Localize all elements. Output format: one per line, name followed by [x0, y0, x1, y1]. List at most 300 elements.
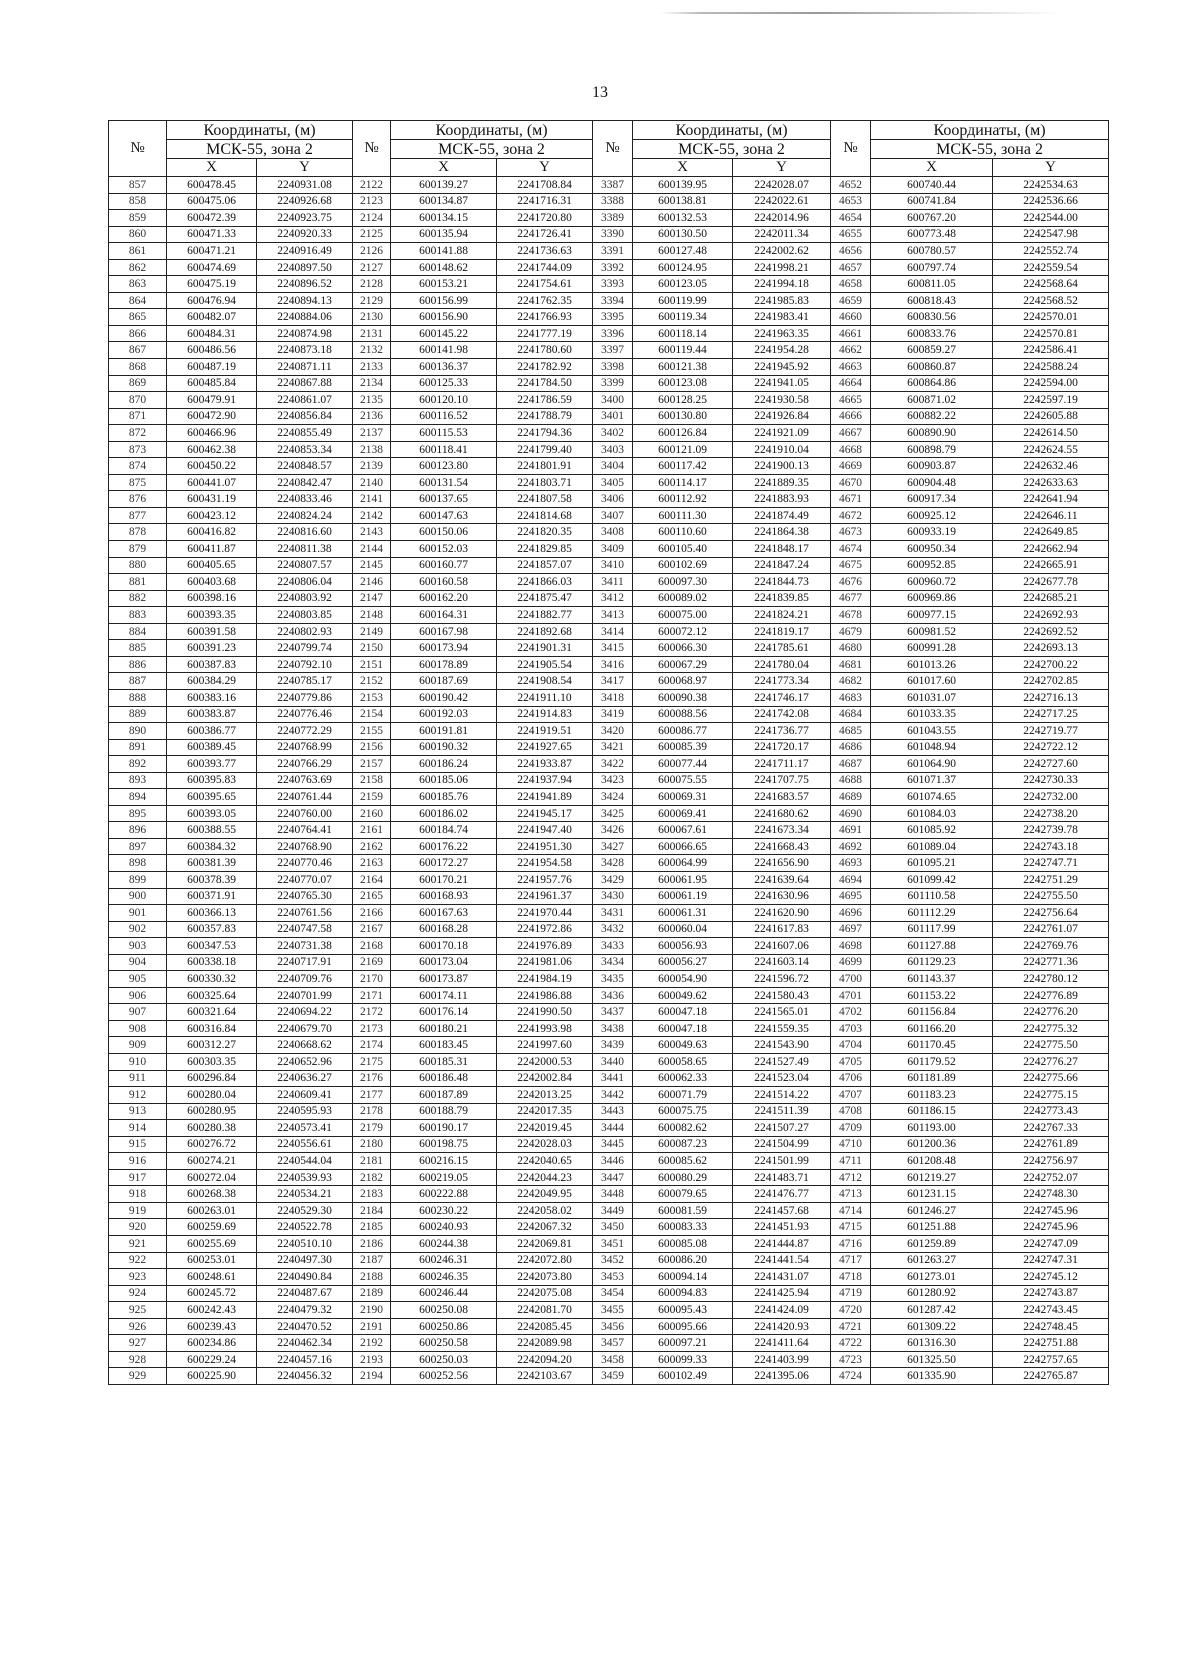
y-coordinate-cell: 2240747.58 — [257, 921, 353, 938]
x-coordinate-cell: 600060.04 — [633, 921, 733, 938]
point-number-cell: 4687 — [831, 756, 871, 773]
y-coordinate-cell: 2241403.99 — [733, 1351, 831, 1368]
point-number-cell: 3408 — [593, 524, 633, 541]
point-number-cell: 896 — [109, 822, 167, 839]
point-number-cell: 3429 — [593, 871, 633, 888]
point-number-cell: 863 — [109, 276, 167, 293]
y-coordinate-cell: 2242049.95 — [497, 1186, 593, 1203]
x-coordinate-cell: 600049.62 — [633, 987, 733, 1004]
y-coordinate-cell: 2241630.96 — [733, 888, 831, 905]
x-coordinate-cell: 600167.98 — [391, 623, 497, 640]
point-number-cell: 901 — [109, 905, 167, 922]
point-number-cell: 4653 — [831, 193, 871, 210]
x-coordinate-cell: 600066.65 — [633, 838, 733, 855]
point-number-cell: 3395 — [593, 309, 633, 326]
y-coordinate-cell: 2242614.50 — [993, 425, 1109, 442]
point-number-cell: 2130 — [353, 309, 391, 326]
y-coordinate-cell: 2240539.93 — [257, 1169, 353, 1186]
x-coordinate-cell: 600487.19 — [167, 359, 257, 376]
y-coordinate-cell: 2241889.35 — [733, 474, 831, 491]
point-number-cell: 913 — [109, 1103, 167, 1120]
table-row — [109, 1302, 1109, 1319]
x-coordinate-cell: 601074.65 — [871, 789, 993, 806]
point-number-cell: 2142 — [353, 507, 391, 524]
point-number-cell: 4656 — [831, 243, 871, 260]
point-number-cell: 920 — [109, 1219, 167, 1236]
table-row — [109, 888, 1109, 905]
point-number-cell: 2122 — [353, 177, 391, 194]
x-coordinate-cell: 600125.33 — [391, 375, 497, 392]
point-number-cell: 889 — [109, 706, 167, 723]
point-number-cell: 2150 — [353, 640, 391, 657]
point-number-cell: 2166 — [353, 905, 391, 922]
page-number: 13 — [592, 84, 608, 101]
table-row — [109, 243, 1109, 260]
y-coordinate-cell: 2241994.18 — [733, 276, 831, 293]
x-coordinate-cell: 600139.27 — [391, 177, 497, 194]
x-coordinate-cell: 600132.53 — [633, 210, 733, 227]
point-number-cell: 910 — [109, 1053, 167, 1070]
x-coordinate-cell: 600274.21 — [167, 1153, 257, 1170]
x-coordinate-cell: 600138.81 — [633, 193, 733, 210]
x-coordinate-cell: 600246.31 — [391, 1252, 497, 1269]
x-coordinate-cell: 600187.89 — [391, 1087, 497, 1104]
point-number-cell: 929 — [109, 1368, 167, 1385]
y-coordinate-cell: 2242717.25 — [993, 706, 1109, 723]
y-coordinate-cell: 2240772.29 — [257, 723, 353, 740]
point-number-cell: 4654 — [831, 210, 871, 227]
col-number-header: № — [353, 121, 391, 177]
y-coordinate-cell: 2242085.45 — [497, 1318, 593, 1335]
x-coordinate-cell: 600960.72 — [871, 574, 993, 591]
table-row — [109, 177, 1109, 194]
x-coordinate-cell: 600170.18 — [391, 938, 497, 955]
point-number-cell: 4667 — [831, 425, 871, 442]
x-coordinate-cell: 601219.27 — [871, 1169, 993, 1186]
x-coordinate-cell: 600188.79 — [391, 1103, 497, 1120]
y-coordinate-cell: 2241997.60 — [497, 1037, 593, 1054]
x-coordinate-cell: 600969.86 — [871, 590, 993, 607]
y-coordinate-cell: 2242069.81 — [497, 1236, 593, 1253]
x-coordinate-cell: 600139.95 — [633, 177, 733, 194]
x-coordinate-cell: 601316.30 — [871, 1335, 993, 1352]
y-coordinate-cell: 2242765.87 — [993, 1368, 1109, 1385]
x-coordinate-cell: 600325.64 — [167, 987, 257, 1004]
y-coordinate-cell: 2242597.19 — [993, 392, 1109, 409]
y-coordinate-cell: 2241507.27 — [733, 1120, 831, 1137]
y-coordinate-cell: 2240636.27 — [257, 1070, 353, 1087]
y-coordinate-cell: 2241864.38 — [733, 524, 831, 541]
x-coordinate-cell: 600386.77 — [167, 723, 257, 740]
point-number-cell: 2170 — [353, 971, 391, 988]
x-coordinate-cell: 601200.36 — [871, 1136, 993, 1153]
point-number-cell: 2128 — [353, 276, 391, 293]
y-coordinate-cell: 2241786.59 — [497, 392, 593, 409]
y-coordinate-cell: 2242649.85 — [993, 524, 1109, 541]
y-coordinate-cell: 2241668.43 — [733, 838, 831, 855]
point-number-cell: 909 — [109, 1037, 167, 1054]
x-coordinate-cell: 600484.31 — [167, 325, 257, 342]
y-coordinate-cell: 2242568.52 — [993, 292, 1109, 309]
y-coordinate-cell: 2240556.61 — [257, 1136, 353, 1153]
y-header: Y — [497, 159, 593, 177]
y-coordinate-cell: 2240848.57 — [257, 458, 353, 475]
x-coordinate-cell: 600094.83 — [633, 1285, 733, 1302]
x-coordinate-cell: 600818.43 — [871, 292, 993, 309]
col-number-header: № — [109, 121, 167, 177]
point-number-cell: 3396 — [593, 325, 633, 342]
point-number-cell: 3434 — [593, 954, 633, 971]
y-coordinate-cell: 2242748.30 — [993, 1186, 1109, 1203]
table-row — [109, 656, 1109, 673]
y-coordinate-cell: 2241983.41 — [733, 309, 831, 326]
y-coordinate-cell: 2241945.17 — [497, 805, 593, 822]
y-coordinate-cell: 2241857.07 — [497, 557, 593, 574]
y-coordinate-cell: 2240701.99 — [257, 987, 353, 1004]
point-number-cell: 3437 — [593, 1004, 633, 1021]
y-coordinate-cell: 2241527.49 — [733, 1053, 831, 1070]
x-coordinate-cell: 600174.11 — [391, 987, 497, 1004]
y-coordinate-cell: 2240761.56 — [257, 905, 353, 922]
x-coordinate-cell: 600090.38 — [633, 689, 733, 706]
x-coordinate-cell: 601156.84 — [871, 1004, 993, 1021]
x-coordinate-cell: 600180.21 — [391, 1020, 497, 1037]
y-coordinate-cell: 2241596.72 — [733, 971, 831, 988]
x-coordinate-cell: 600118.41 — [391, 441, 497, 458]
x-coordinate-cell: 600383.16 — [167, 689, 257, 706]
point-number-cell: 3392 — [593, 259, 633, 276]
x-coordinate-cell: 600405.65 — [167, 557, 257, 574]
y-coordinate-cell: 2240803.92 — [257, 590, 353, 607]
x-coordinate-cell: 600066.30 — [633, 640, 733, 657]
y-coordinate-cell: 2240456.32 — [257, 1368, 353, 1385]
x-coordinate-cell: 600168.93 — [391, 888, 497, 905]
y-coordinate-cell: 2242044.23 — [497, 1169, 593, 1186]
point-number-cell: 3432 — [593, 921, 633, 938]
x-coordinate-cell: 600416.82 — [167, 524, 257, 541]
y-coordinate-cell: 2240916.49 — [257, 243, 353, 260]
x-coordinate-cell: 600130.80 — [633, 408, 733, 425]
x-coordinate-cell: 601112.29 — [871, 905, 993, 922]
x-coordinate-cell: 601251.88 — [871, 1219, 993, 1236]
y-coordinate-cell: 2242761.07 — [993, 921, 1109, 938]
table-row — [109, 226, 1109, 243]
point-number-cell: 860 — [109, 226, 167, 243]
point-number-cell: 2162 — [353, 838, 391, 855]
table-row — [109, 590, 1109, 607]
x-coordinate-cell: 600475.19 — [167, 276, 257, 293]
y-coordinate-cell: 2240931.08 — [257, 177, 353, 194]
x-coordinate-cell: 600259.69 — [167, 1219, 257, 1236]
point-number-cell: 4668 — [831, 441, 871, 458]
y-coordinate-cell: 2241754.61 — [497, 276, 593, 293]
point-number-cell: 4657 — [831, 259, 871, 276]
point-number-cell: 3439 — [593, 1037, 633, 1054]
y-coordinate-cell: 2241957.76 — [497, 871, 593, 888]
y-coordinate-cell: 2242633.63 — [993, 474, 1109, 491]
y-coordinate-cell: 2241937.94 — [497, 772, 593, 789]
x-coordinate-cell: 600141.98 — [391, 342, 497, 359]
x-coordinate-cell: 600110.60 — [633, 524, 733, 541]
y-coordinate-cell: 2242751.29 — [993, 871, 1109, 888]
point-number-cell: 924 — [109, 1285, 167, 1302]
point-number-cell: 4699 — [831, 954, 871, 971]
y-coordinate-cell: 2241720.17 — [733, 739, 831, 756]
point-number-cell: 3454 — [593, 1285, 633, 1302]
y-coordinate-cell: 2240679.70 — [257, 1020, 353, 1037]
y-coordinate-cell: 2241603.14 — [733, 954, 831, 971]
point-number-cell: 4711 — [831, 1153, 871, 1170]
y-coordinate-cell: 2240799.74 — [257, 640, 353, 657]
table-row — [109, 1103, 1109, 1120]
point-number-cell: 879 — [109, 541, 167, 558]
x-coordinate-cell: 600121.09 — [633, 441, 733, 458]
table-row — [109, 1037, 1109, 1054]
y-coordinate-cell: 2240709.76 — [257, 971, 353, 988]
y-coordinate-cell: 2240765.30 — [257, 888, 353, 905]
y-coordinate-cell: 2241933.87 — [497, 756, 593, 773]
point-number-cell: 877 — [109, 507, 167, 524]
point-number-cell: 2165 — [353, 888, 391, 905]
point-number-cell: 2168 — [353, 938, 391, 955]
y-coordinate-cell: 2242028.07 — [733, 177, 831, 194]
y-coordinate-cell: 2241543.90 — [733, 1037, 831, 1054]
x-coordinate-cell: 600185.06 — [391, 772, 497, 789]
point-number-cell: 3453 — [593, 1269, 633, 1286]
x-coordinate-cell: 601085.92 — [871, 822, 993, 839]
x-coordinate-cell: 600186.48 — [391, 1070, 497, 1087]
x-coordinate-cell: 600056.93 — [633, 938, 733, 955]
point-number-cell: 4678 — [831, 607, 871, 624]
y-coordinate-cell: 2240490.84 — [257, 1269, 353, 1286]
table-row — [109, 971, 1109, 988]
x-coordinate-cell: 600130.50 — [633, 226, 733, 243]
point-number-cell: 885 — [109, 640, 167, 657]
y-coordinate-cell: 2241395.06 — [733, 1368, 831, 1385]
x-coordinate-cell: 600431.19 — [167, 491, 257, 508]
y-coordinate-cell: 2241559.35 — [733, 1020, 831, 1037]
point-number-cell: 4670 — [831, 474, 871, 491]
x-coordinate-cell: 600126.84 — [633, 425, 733, 442]
y-coordinate-cell: 2242103.67 — [497, 1368, 593, 1385]
y-coordinate-cell: 2241580.43 — [733, 987, 831, 1004]
point-number-cell: 4721 — [831, 1318, 871, 1335]
table-row — [109, 1186, 1109, 1203]
y-coordinate-cell: 2241799.40 — [497, 441, 593, 458]
y-coordinate-cell: 2242743.18 — [993, 838, 1109, 855]
x-coordinate-cell: 600330.32 — [167, 971, 257, 988]
col-number-header: № — [831, 121, 871, 177]
point-number-cell: 3418 — [593, 689, 633, 706]
point-number-cell: 2193 — [353, 1351, 391, 1368]
point-number-cell: 872 — [109, 425, 167, 442]
point-number-cell: 912 — [109, 1087, 167, 1104]
x-coordinate-cell: 601071.37 — [871, 772, 993, 789]
y-coordinate-cell: 2241424.09 — [733, 1302, 831, 1319]
point-number-cell: 2156 — [353, 739, 391, 756]
x-coordinate-cell: 600741.84 — [871, 193, 993, 210]
col-number-header: № — [593, 121, 633, 177]
x-coordinate-cell: 600246.35 — [391, 1269, 497, 1286]
x-coordinate-cell: 601280.92 — [871, 1285, 993, 1302]
x-coordinate-cell: 600357.83 — [167, 921, 257, 938]
point-number-cell: 3459 — [593, 1368, 633, 1385]
x-coordinate-cell: 600242.43 — [167, 1302, 257, 1319]
point-number-cell: 3388 — [593, 193, 633, 210]
x-coordinate-cell: 600067.29 — [633, 656, 733, 673]
y-coordinate-cell: 2242011.34 — [733, 226, 831, 243]
table-row — [109, 1020, 1109, 1037]
point-number-cell: 2153 — [353, 689, 391, 706]
x-coordinate-cell: 601263.27 — [871, 1252, 993, 1269]
x-coordinate-cell: 600471.21 — [167, 243, 257, 260]
table-row — [109, 1269, 1109, 1286]
y-coordinate-cell: 2240534.21 — [257, 1186, 353, 1203]
point-number-cell: 3446 — [593, 1153, 633, 1170]
table-row — [109, 1136, 1109, 1153]
point-number-cell: 3387 — [593, 177, 633, 194]
point-number-cell: 890 — [109, 723, 167, 740]
point-number-cell: 4706 — [831, 1070, 871, 1087]
point-number-cell: 3441 — [593, 1070, 633, 1087]
table-row — [109, 822, 1109, 839]
y-coordinate-cell: 2242028.03 — [497, 1136, 593, 1153]
table-row — [109, 408, 1109, 425]
x-coordinate-cell: 600186.24 — [391, 756, 497, 773]
y-coordinate-cell: 2242641.94 — [993, 491, 1109, 508]
y-coordinate-cell: 2242677.78 — [993, 574, 1109, 591]
table-row — [109, 938, 1109, 955]
point-number-cell: 4692 — [831, 838, 871, 855]
x-coordinate-cell: 601183.23 — [871, 1087, 993, 1104]
table-row — [109, 723, 1109, 740]
table-row — [109, 1070, 1109, 1087]
table-row — [109, 640, 1109, 657]
point-number-cell: 2151 — [353, 656, 391, 673]
x-coordinate-cell: 600904.48 — [871, 474, 993, 491]
x-coordinate-cell: 601017.60 — [871, 673, 993, 690]
y-coordinate-cell: 2242771.36 — [993, 954, 1109, 971]
x-coordinate-cell: 600478.45 — [167, 177, 257, 194]
y-coordinate-cell: 2241451.93 — [733, 1219, 831, 1236]
x-coordinate-cell: 600991.28 — [871, 640, 993, 657]
point-number-cell: 4715 — [831, 1219, 871, 1236]
x-coordinate-cell: 600160.58 — [391, 574, 497, 591]
y-coordinate-cell: 2240867.88 — [257, 375, 353, 392]
y-coordinate-cell: 2242058.02 — [497, 1202, 593, 1219]
point-number-cell: 893 — [109, 772, 167, 789]
y-coordinate-cell: 2242780.12 — [993, 971, 1109, 988]
x-coordinate-cell: 601246.27 — [871, 1202, 993, 1219]
point-number-cell: 4722 — [831, 1335, 871, 1352]
point-number-cell: 3420 — [593, 723, 633, 740]
x-coordinate-cell: 600162.20 — [391, 590, 497, 607]
point-number-cell: 4724 — [831, 1368, 871, 1385]
point-number-cell: 2145 — [353, 557, 391, 574]
point-number-cell: 894 — [109, 789, 167, 806]
x-coordinate-cell: 600393.05 — [167, 805, 257, 822]
x-coordinate-cell: 601231.15 — [871, 1186, 993, 1203]
y-coordinate-cell: 2242040.65 — [497, 1153, 593, 1170]
scan-artifact — [660, 12, 1060, 14]
y-coordinate-cell: 2242719.77 — [993, 723, 1109, 740]
y-coordinate-cell: 2242745.96 — [993, 1202, 1109, 1219]
y-coordinate-cell: 2241998.21 — [733, 259, 831, 276]
point-number-cell: 3405 — [593, 474, 633, 491]
x-coordinate-cell: 600190.32 — [391, 739, 497, 756]
x-coordinate-cell: 601064.90 — [871, 756, 993, 773]
y-coordinate-cell: 2241807.58 — [497, 491, 593, 508]
x-coordinate-cell: 600321.64 — [167, 1004, 257, 1021]
x-coordinate-cell: 600191.81 — [391, 723, 497, 740]
x-coordinate-cell: 600079.65 — [633, 1186, 733, 1203]
x-coordinate-cell: 601143.37 — [871, 971, 993, 988]
point-number-cell: 3398 — [593, 359, 633, 376]
coordinates-table — [108, 120, 1109, 1385]
point-number-cell: 3435 — [593, 971, 633, 988]
coords-title-header: Координаты, (м) — [633, 121, 831, 140]
y-coordinate-cell: 2242002.84 — [497, 1070, 593, 1087]
x-coordinate-cell: 600395.65 — [167, 789, 257, 806]
x-coordinate-cell: 601259.89 — [871, 1236, 993, 1253]
x-coordinate-cell: 600047.18 — [633, 1004, 733, 1021]
x-coordinate-cell: 600118.14 — [633, 325, 733, 342]
y-coordinate-cell: 2242747.71 — [993, 855, 1109, 872]
x-coordinate-cell: 600112.92 — [633, 491, 733, 508]
table-row — [109, 309, 1109, 326]
y-coordinate-cell: 2241726.41 — [497, 226, 593, 243]
y-coordinate-cell: 2242692.93 — [993, 607, 1109, 624]
y-coordinate-cell: 2240861.07 — [257, 392, 353, 409]
x-header: X — [391, 159, 497, 177]
point-number-cell: 4681 — [831, 656, 871, 673]
y-coordinate-cell: 2241744.09 — [497, 259, 593, 276]
x-coordinate-cell: 600086.77 — [633, 723, 733, 740]
x-coordinate-cell: 600184.74 — [391, 822, 497, 839]
x-coordinate-cell: 600095.43 — [633, 1302, 733, 1319]
y-coordinate-cell: 2240731.38 — [257, 938, 353, 955]
y-coordinate-cell: 2242013.25 — [497, 1087, 593, 1104]
point-number-cell: 3436 — [593, 987, 633, 1004]
point-number-cell: 918 — [109, 1186, 167, 1203]
table-row — [109, 673, 1109, 690]
point-number-cell: 3445 — [593, 1136, 633, 1153]
y-coordinate-cell: 2240479.32 — [257, 1302, 353, 1319]
point-number-cell: 866 — [109, 325, 167, 342]
x-coordinate-cell: 600250.86 — [391, 1318, 497, 1335]
y-coordinate-cell: 2241803.71 — [497, 474, 593, 491]
y-coordinate-cell: 2241993.98 — [497, 1020, 593, 1037]
point-number-cell: 3416 — [593, 656, 633, 673]
point-number-cell: 3394 — [593, 292, 633, 309]
y-coordinate-cell: 2241483.71 — [733, 1169, 831, 1186]
y-coordinate-cell: 2241945.92 — [733, 359, 831, 376]
x-coordinate-cell: 600222.88 — [391, 1186, 497, 1203]
x-coordinate-cell: 600234.86 — [167, 1335, 257, 1352]
x-coordinate-cell: 600977.15 — [871, 607, 993, 624]
point-number-cell: 4671 — [831, 491, 871, 508]
y-coordinate-cell: 2240802.93 — [257, 623, 353, 640]
y-coordinate-cell: 2242776.89 — [993, 987, 1109, 1004]
y-coordinate-cell: 2241788.79 — [497, 408, 593, 425]
point-number-cell: 2178 — [353, 1103, 391, 1120]
x-coordinate-cell: 600403.68 — [167, 574, 257, 591]
y-coordinate-cell: 2240609.41 — [257, 1087, 353, 1104]
point-number-cell: 3391 — [593, 243, 633, 260]
point-number-cell: 888 — [109, 689, 167, 706]
point-number-cell: 2184 — [353, 1202, 391, 1219]
x-coordinate-cell: 601110.58 — [871, 888, 993, 905]
